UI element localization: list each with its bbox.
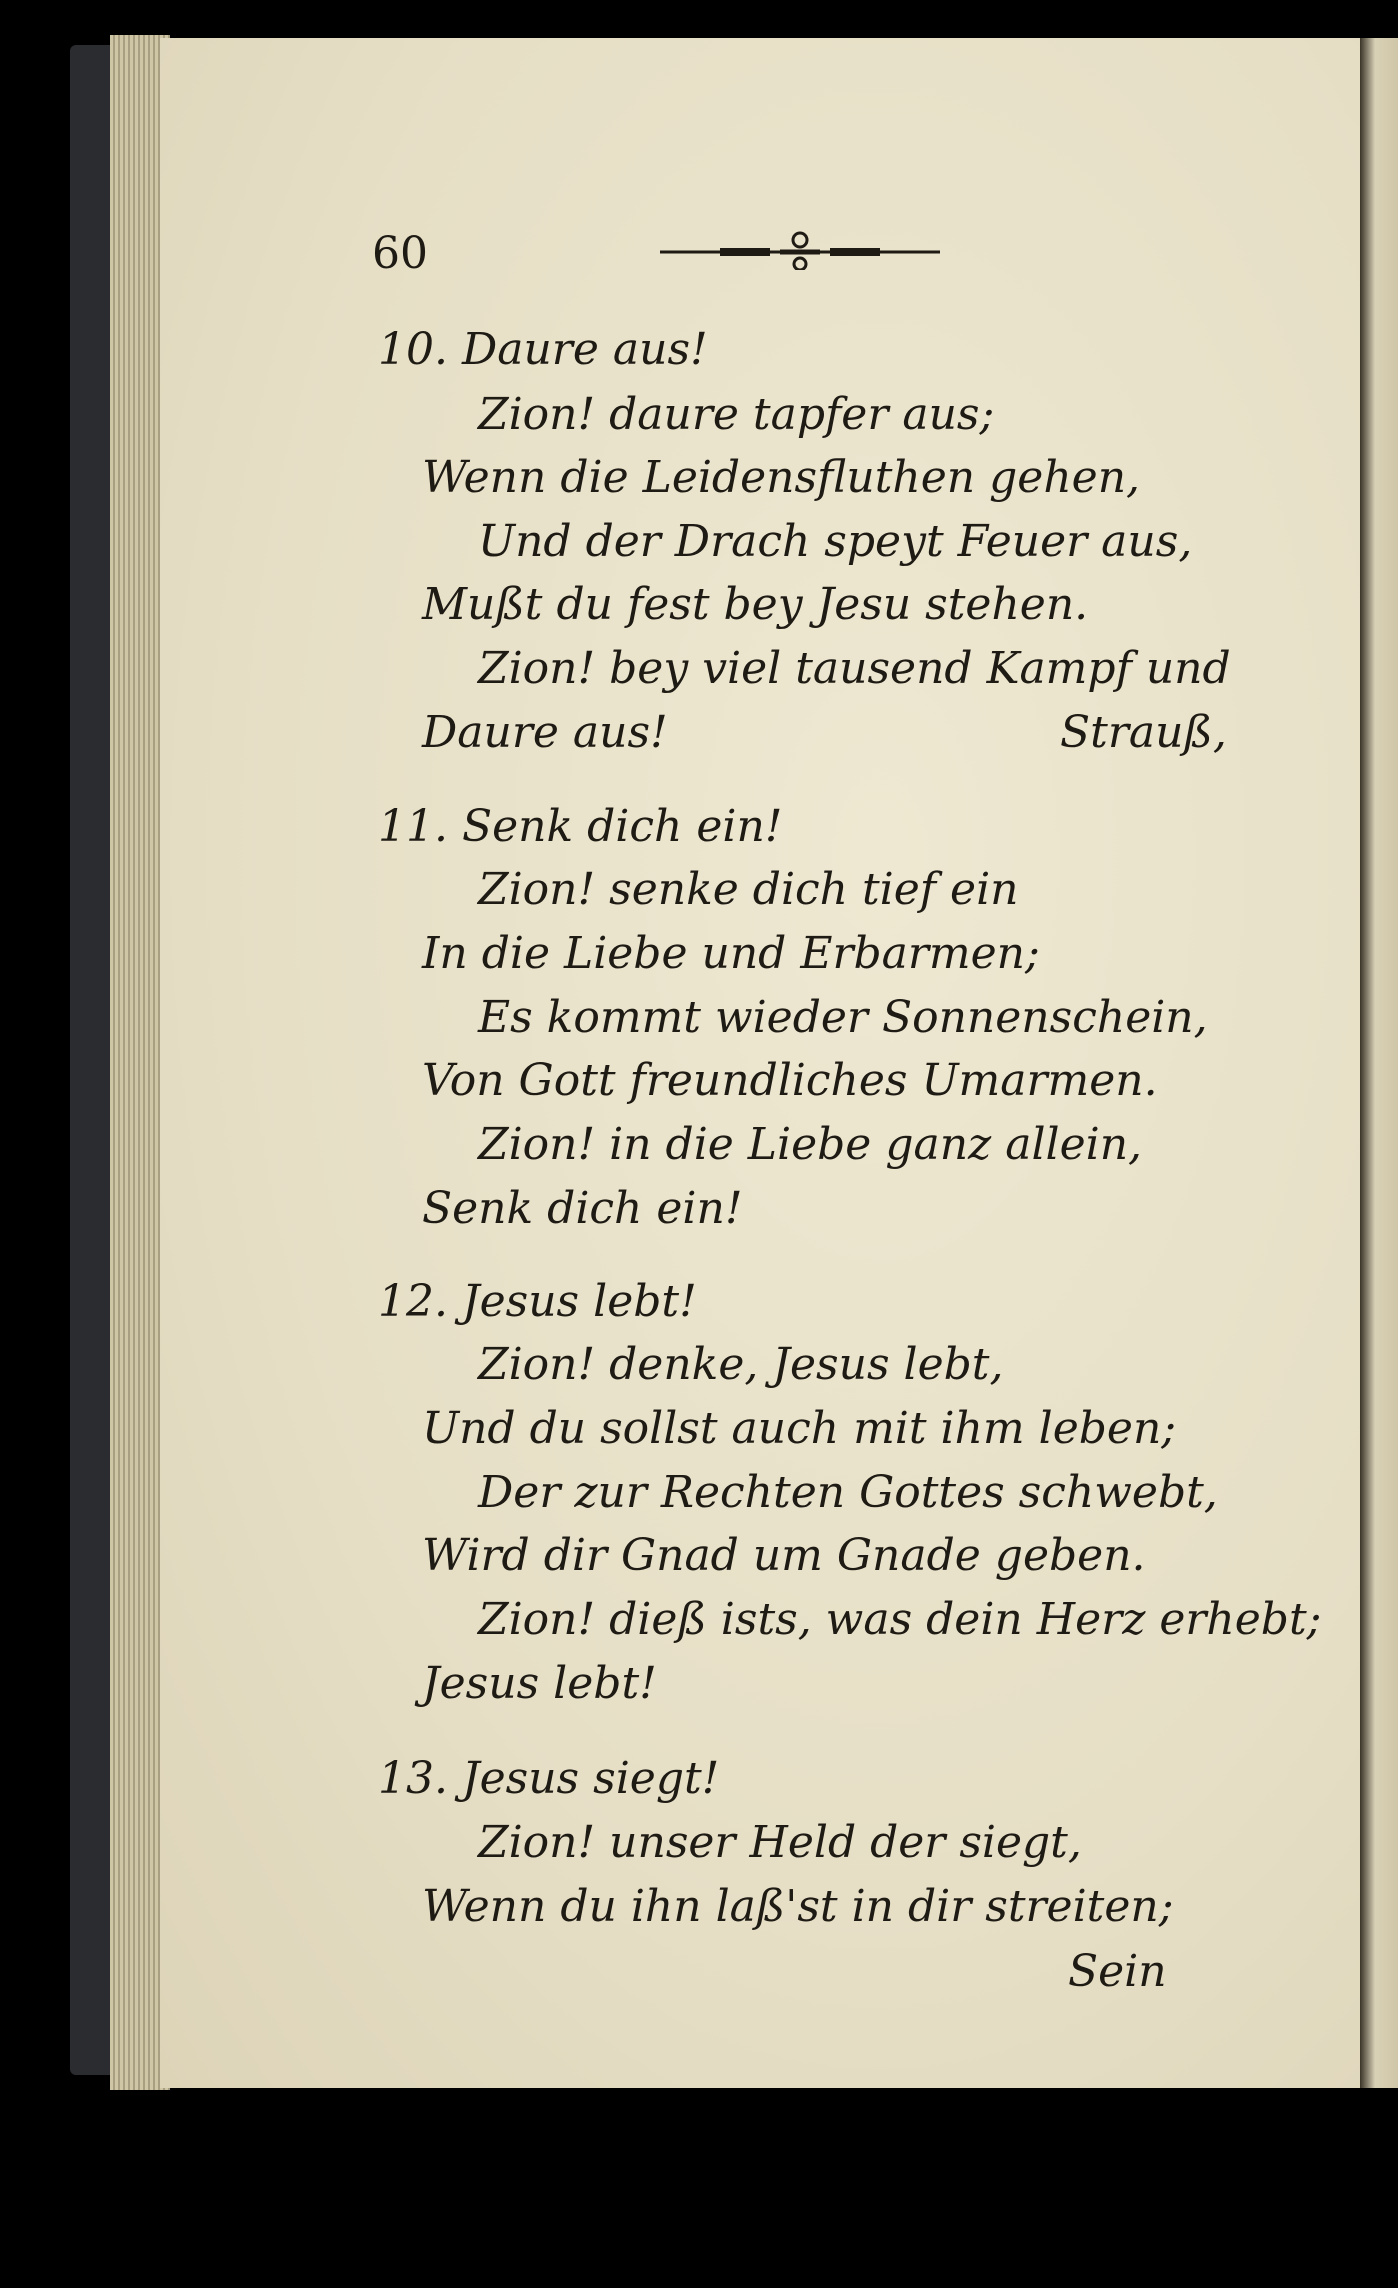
stanza-11-line-6: Zion! in die Liebe ganz allein, [478,1119,1143,1170]
stanza-11-line-2: Zion! senke dich tief ein [478,864,1019,915]
stanza-13-line-2: Zion! unser Held der siegt, [478,1817,1082,1868]
stanza-12-line-5: Wird dir Gnad um Gnade geben. [422,1530,1146,1581]
header-ornament-icon [660,230,940,270]
stanza-12-line-3: Und du sollst auch mit ihm leben; [422,1403,1177,1454]
stanza-13-line-1: 13. Jesus siegt! [378,1753,720,1804]
stanza-10-line-1: 10. Daure aus! [378,324,708,375]
stanza-12-line-6: Zion! dieß ists, was dein Herz erhebt; [478,1594,1322,1645]
stanza-11-line-3: In die Liebe und Erbarmen; [422,928,1040,979]
stanza-10-line-2: Zion! daure tapfer aus; [478,389,995,440]
stanza-11-line-4: Es kommt wieder Sonnenschein, [478,992,1208,1043]
stanza-10-line-5: Mußt du fest bey Jesu stehen. [422,579,1089,630]
stanza-11-line-5: Von Gott freundliches Umarmen. [422,1055,1158,1106]
page-number: 60 [372,228,428,279]
stanza-10-line-7: Daure aus! [422,707,668,758]
stanza-12-line-2: Zion! denke, Jesus lebt, [478,1339,1004,1390]
stanza-12-line-7: Jesus lebt! [422,1658,657,1709]
stanza-11-line-7: Senk dich ein! [422,1183,743,1234]
stanza-11-line-1: 11. Senk dich ein! [378,801,783,852]
stanza-10-line-3: Wenn die Leidensfluthen gehen, [422,452,1141,503]
catchword: Sein [1068,1946,1167,1997]
stanza-10-line-4: Und der Drach speyt Feuer aus, [478,516,1193,567]
stanza-12-line-1: 12. Jesus lebt! [378,1276,697,1327]
stanza-13-line-3: Wenn du ihn laß'st in dir streiten; [422,1881,1174,1932]
stanza-10-line-6: Zion! bey viel tausend Kampf und [478,643,1231,694]
facing-page-edge [1360,38,1398,2088]
stanza-10-line-8: Strauß, [1060,707,1227,758]
stanza-12-line-4: Der zur Rechten Gottes schwebt, [478,1467,1218,1518]
